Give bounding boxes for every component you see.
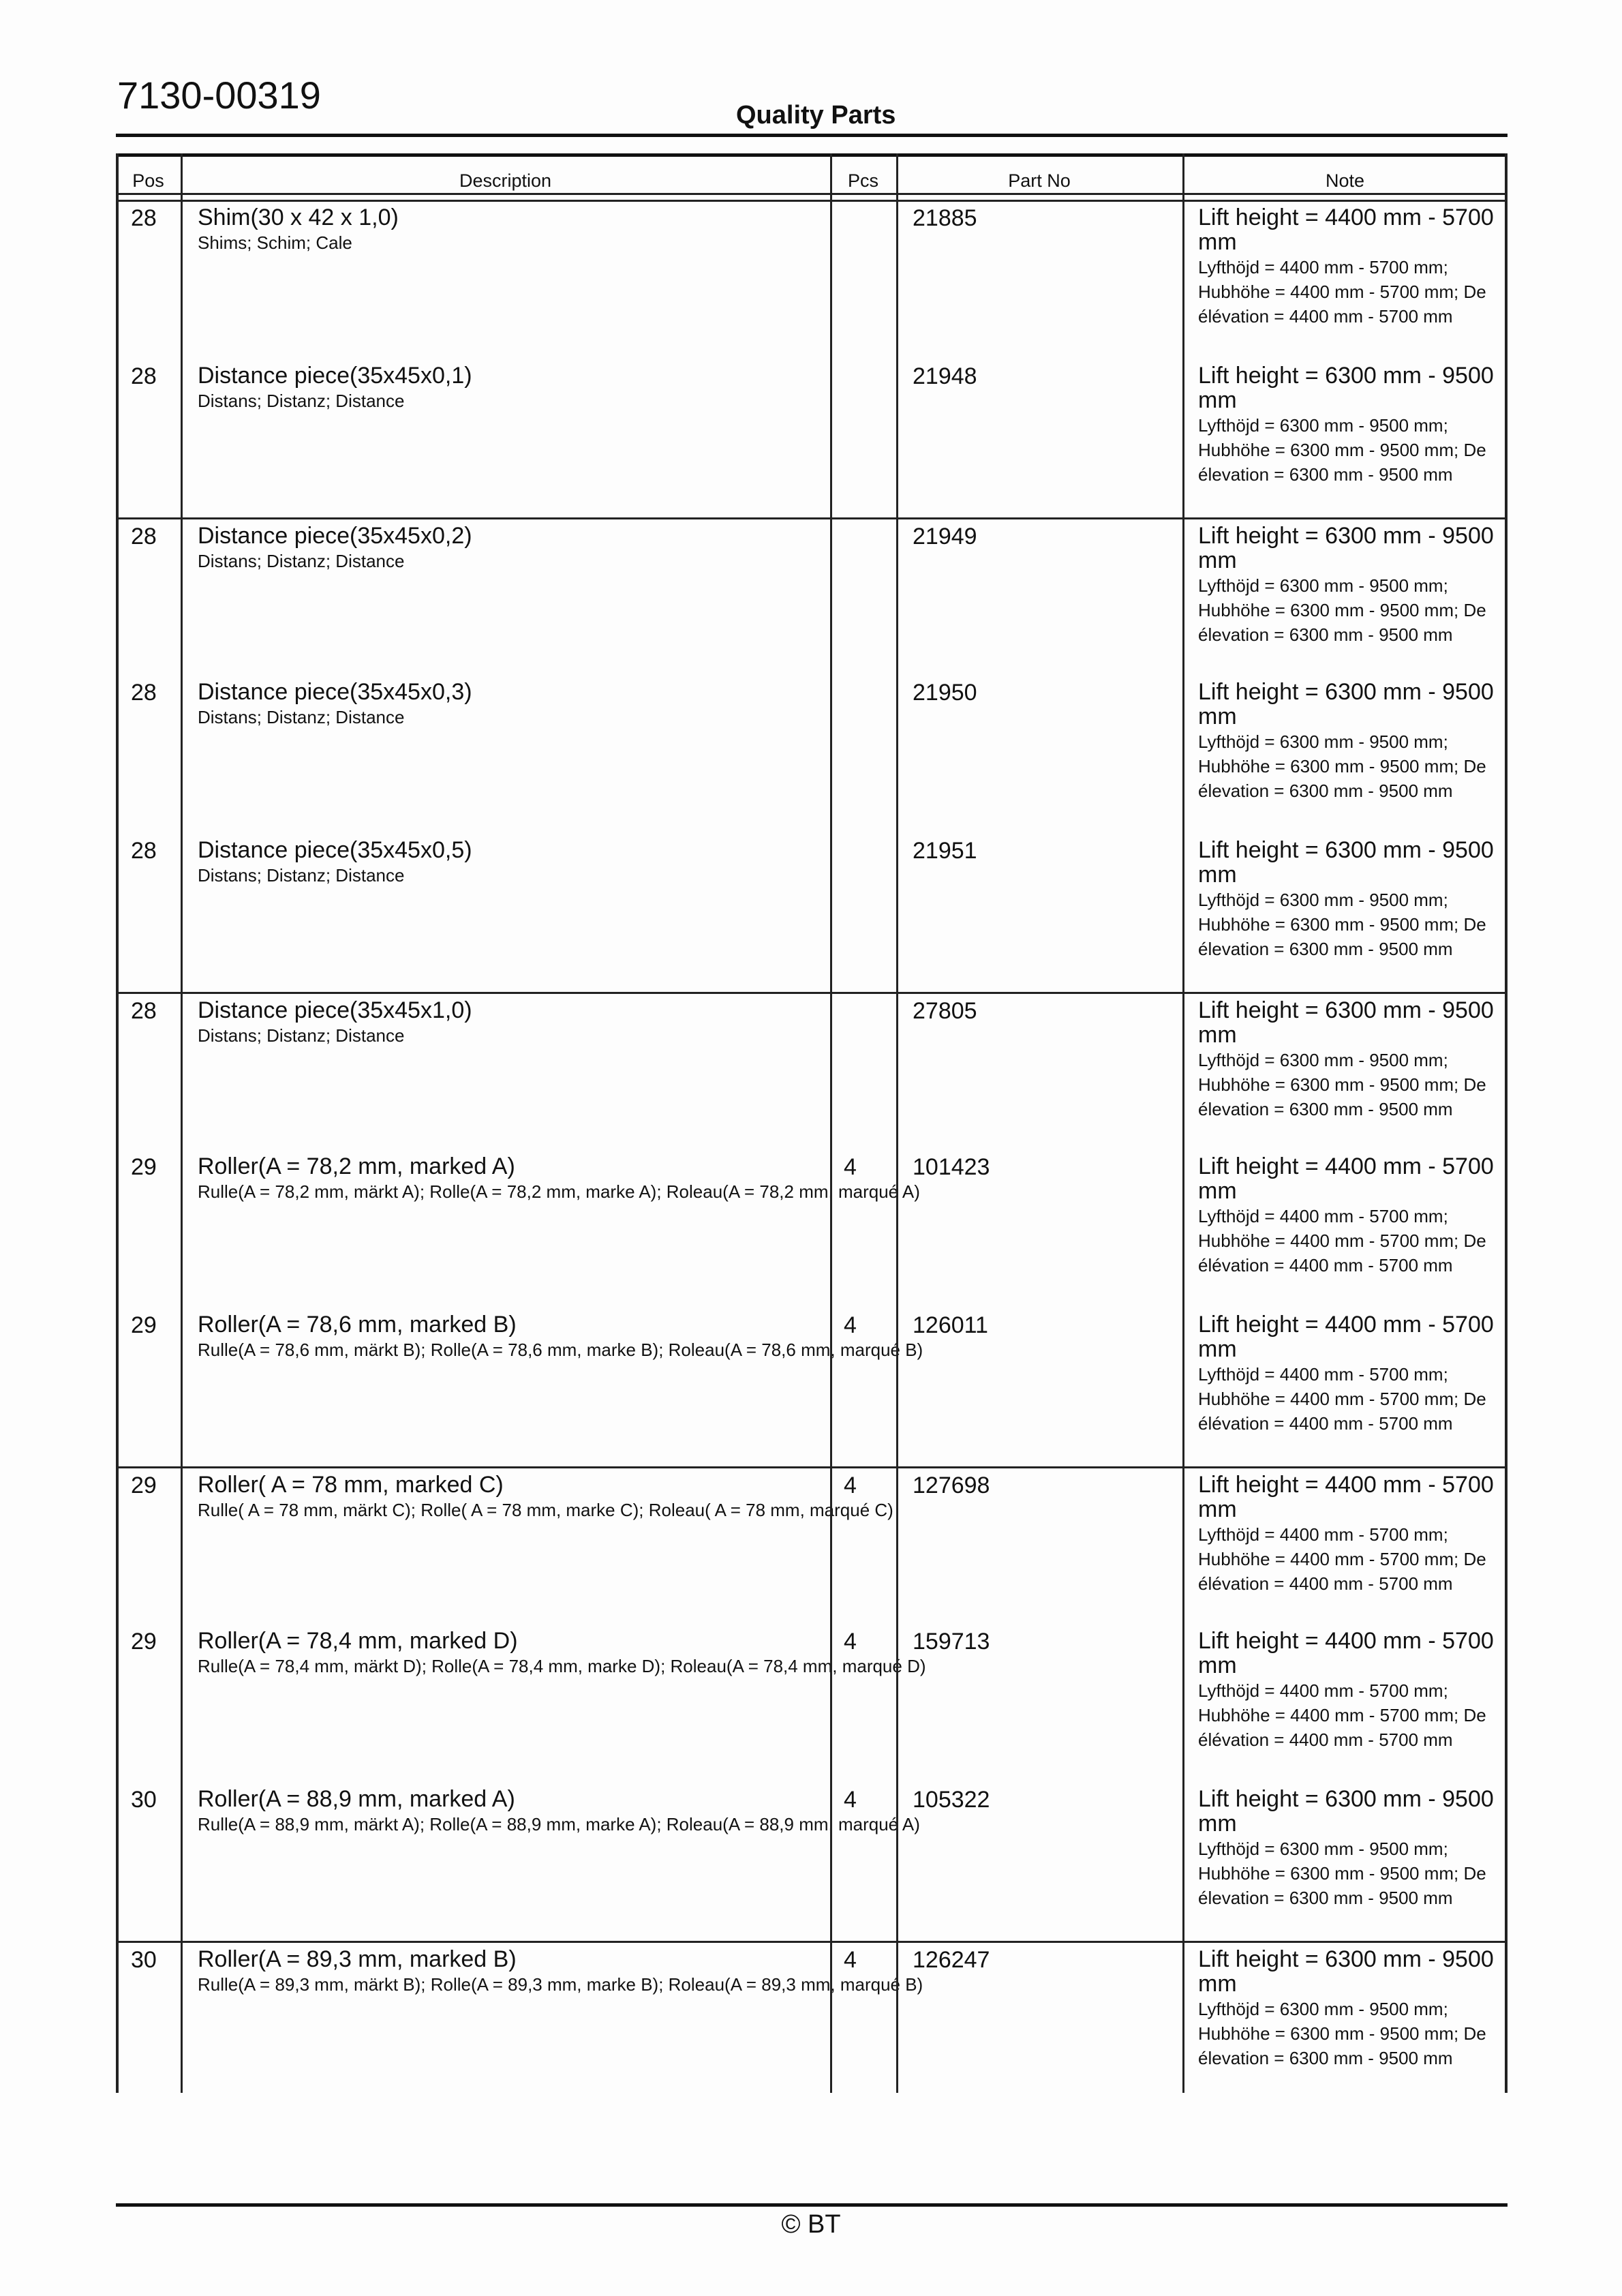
note-text: Lift height = 6300 mm - 9500 mm xyxy=(1198,1946,1494,1997)
note-cell xyxy=(1198,1312,1498,1436)
note-text: Lift height = 4400 mm - 5700 mm xyxy=(1198,205,1494,255)
part-number-cell: 101423 xyxy=(913,1154,990,1180)
column-divider xyxy=(1182,153,1184,2093)
note-translations: Lyfthöjd = 6300 mm - 9500 mm; Hubhöhe = 6300 mm - 9500 mm; De élevation = 6300 mm - 9500 mm xyxy=(1198,1999,1486,2068)
pos-cell: 29 xyxy=(131,1312,157,1338)
table-row xyxy=(116,834,1508,992)
table-row xyxy=(116,1308,1508,1466)
pos-cell: 28 xyxy=(131,205,157,231)
document-number: 7130-00319 xyxy=(117,74,321,117)
part-number-cell: 126011 xyxy=(913,1312,988,1338)
pos-cell: 29 xyxy=(131,1472,157,1498)
note-translations: Lyfthöjd = 6300 mm - 9500 mm; Hubhöhe = 6300 mm - 9500 mm; De élevation = 6300 mm - 9500 mm xyxy=(1198,731,1486,801)
page-title: Quality Parts xyxy=(736,101,896,130)
note-text: Lift height = 6300 mm - 9500 mm xyxy=(1198,523,1494,573)
description-cell xyxy=(198,1154,927,1204)
note-text: Lift height = 4400 mm - 5700 mm xyxy=(1198,1312,1494,1362)
table-row xyxy=(116,992,1508,1152)
note-text: Lift height = 4400 mm - 5700 mm xyxy=(1198,1472,1494,1522)
description-text: Distance piece(35x45x1,0) xyxy=(198,997,472,1023)
column-divider xyxy=(181,153,183,2093)
note-text: Lift height = 6300 mm - 9500 mm xyxy=(1198,997,1494,1048)
table-row xyxy=(116,1625,1508,1783)
pcs-cell: 4 xyxy=(844,1947,857,1973)
part-number-cell: 159713 xyxy=(913,1629,990,1655)
column-divider xyxy=(896,153,898,2093)
pcs-cell: 4 xyxy=(844,1312,857,1338)
description-cell xyxy=(198,1787,927,1837)
description-translations: Rulle(A = 88,9 mm, märkt A); Rolle(A = 88,9 mm, marke A); Roleau(A = 88,9 mm, marqué A) xyxy=(198,1814,920,1834)
description-text: Shim(30 x 42 x 1,0) xyxy=(198,205,399,230)
part-number-cell: 27805 xyxy=(913,998,977,1024)
table-row xyxy=(116,1783,1508,1941)
note-cell xyxy=(1198,524,1498,647)
part-number-cell: 126247 xyxy=(913,1947,990,1973)
pos-cell: 29 xyxy=(131,1629,157,1655)
part-number-cell: 21950 xyxy=(913,680,977,706)
note-cell xyxy=(1198,998,1498,1121)
note-cell xyxy=(1198,1154,1498,1278)
description-cell xyxy=(198,1629,927,1678)
column-header-description: Description xyxy=(459,170,552,191)
pcs-cell: 4 xyxy=(844,1472,857,1498)
note-cell xyxy=(1198,1947,1498,2070)
description-text: Distance piece(35x45x0,5) xyxy=(198,837,472,863)
pcs-cell: 4 xyxy=(844,1154,857,1180)
note-cell xyxy=(1198,1629,1498,1752)
table-row xyxy=(116,676,1508,834)
part-number-cell: 21951 xyxy=(913,838,977,864)
description-cell xyxy=(198,838,927,888)
description-text: Distance piece(35x45x0,2) xyxy=(198,523,472,549)
note-translations: Lyfthöjd = 4400 mm - 5700 mm; Hubhöhe = 4400 mm - 5700 mm; De élévation = 4400 mm - 5700 mm xyxy=(1198,1524,1486,1594)
table-left-border xyxy=(116,153,119,2093)
table-row xyxy=(116,517,1508,678)
copyright: © BT xyxy=(781,2210,841,2239)
pos-cell: 28 xyxy=(131,524,157,549)
note-translations: Lyfthöjd = 6300 mm - 9500 mm; Hubhöhe = 6300 mm - 9500 mm; De élevation = 6300 mm - 9500 mm xyxy=(1198,575,1486,645)
description-translations: Rulle(A = 89,3 mm, märkt B); Rolle(A = 89,3 mm, marke B); Roleau(A = 89,3 mm, marqué B) xyxy=(198,1974,923,1995)
footer-rule xyxy=(116,2203,1508,2207)
table-row xyxy=(116,359,1508,517)
note-text: Lift height = 4400 mm - 5700 mm xyxy=(1198,1628,1494,1678)
note-text: Lift height = 4400 mm - 5700 mm xyxy=(1198,1153,1494,1204)
table-right-border xyxy=(1505,153,1508,2093)
note-translations: Lyfthöjd = 6300 mm - 9500 mm; Hubhöhe = 6300 mm - 9500 mm; De élevation = 6300 mm - 9500 mm xyxy=(1198,1839,1486,1908)
pos-cell: 29 xyxy=(131,1154,157,1180)
pcs-cell: 4 xyxy=(844,1629,857,1655)
description-cell xyxy=(198,680,927,729)
note-translations: Lyfthöjd = 6300 mm - 9500 mm; Hubhöhe = 6300 mm - 9500 mm; De élevation = 6300 mm - 9500 mm xyxy=(1198,1050,1486,1119)
table-row xyxy=(116,201,1508,359)
header-rule xyxy=(116,134,1508,137)
description-cell xyxy=(198,205,927,255)
description-cell xyxy=(198,363,927,413)
column-header-part-no: Part No xyxy=(1008,170,1071,191)
description-cell xyxy=(198,1472,927,1522)
note-cell xyxy=(1198,1472,1498,1596)
description-cell xyxy=(198,524,927,573)
note-translations: Lyfthöjd = 4400 mm - 5700 mm; Hubhöhe = 4400 mm - 5700 mm; De élévation = 4400 mm - 5700 mm xyxy=(1198,1364,1486,1434)
description-cell xyxy=(198,1947,927,1997)
note-cell xyxy=(1198,205,1498,329)
table-row xyxy=(116,1466,1508,1627)
description-translations: Distans; Distanz; Distance xyxy=(198,865,405,886)
part-number-cell: 127698 xyxy=(913,1472,990,1498)
description-translations: Distans; Distanz; Distance xyxy=(198,551,405,571)
description-cell xyxy=(198,1312,927,1362)
description-text: Roller(A = 89,3 mm, marked B) xyxy=(198,1946,517,1972)
table-header xyxy=(116,153,1508,198)
description-translations: Distans; Distanz; Distance xyxy=(198,391,405,411)
description-text: Distance piece(35x45x0,3) xyxy=(198,679,472,705)
part-number-cell: 105322 xyxy=(913,1787,990,1813)
note-text: Lift height = 6300 mm - 9500 mm xyxy=(1198,1786,1494,1837)
table-row xyxy=(116,1941,1508,2101)
pos-cell: 30 xyxy=(131,1947,157,1973)
pos-cell: 28 xyxy=(131,680,157,706)
note-translations: Lyfthöjd = 4400 mm - 5700 mm; Hubhöhe = 4400 mm - 5700 mm; De élévation = 4400 mm - 5700 mm xyxy=(1198,1680,1486,1750)
pos-cell: 30 xyxy=(131,1787,157,1813)
part-number-cell: 21949 xyxy=(913,524,977,549)
note-cell xyxy=(1198,680,1498,803)
note-cell xyxy=(1198,1787,1498,1910)
description-translations: Rulle(A = 78,6 mm, märkt B); Rolle(A = 78,6 mm, marke B); Roleau(A = 78,6 mm, marqué B) xyxy=(198,1340,923,1360)
note-cell xyxy=(1198,838,1498,961)
description-translations: Shims; Schim; Cale xyxy=(198,232,352,253)
part-number-cell: 21948 xyxy=(913,363,977,389)
description-text: Roller(A = 78,2 mm, marked A) xyxy=(198,1153,515,1179)
note-translations: Lyfthöjd = 4400 mm - 5700 mm; Hubhöhe = 4400 mm - 5700 mm; De élévation = 4400 mm - 5700 mm xyxy=(1198,1206,1486,1275)
pcs-cell: 4 xyxy=(844,1787,857,1813)
description-text: Roller(A = 78,6 mm, marked B) xyxy=(198,1312,517,1338)
description-text: Roller(A = 88,9 mm, marked A) xyxy=(198,1786,515,1812)
note-translations: Lyfthöjd = 4400 mm - 5700 mm; Hubhöhe = 4400 mm - 5700 mm; De élévation = 4400 mm - 5700 mm xyxy=(1198,257,1486,327)
note-text: Lift height = 6300 mm - 9500 mm xyxy=(1198,363,1494,413)
note-text: Lift height = 6300 mm - 9500 mm xyxy=(1198,837,1494,888)
table-row xyxy=(116,1150,1508,1308)
column-header-note: Note xyxy=(1325,170,1365,191)
note-cell xyxy=(1198,363,1498,487)
description-text: Distance piece(35x45x0,1) xyxy=(198,363,472,389)
description-cell xyxy=(198,998,927,1048)
note-translations: Lyfthöjd = 6300 mm - 9500 mm; Hubhöhe = 6300 mm - 9500 mm; De élevation = 6300 mm - 9500 mm xyxy=(1198,890,1486,959)
description-text: Roller( A = 78 mm, marked C) xyxy=(198,1472,504,1498)
note-text: Lift height = 6300 mm - 9500 mm xyxy=(1198,679,1494,729)
column-header-pcs: Pcs xyxy=(847,170,878,191)
description-translations: Distans; Distanz; Distance xyxy=(198,1025,405,1046)
pos-cell: 28 xyxy=(131,363,157,389)
description-translations: Rulle(A = 78,2 mm, märkt A); Rolle(A = 78,2 mm, marke A); Roleau(A = 78,2 mm, marqué A) xyxy=(198,1181,920,1202)
column-divider xyxy=(830,153,832,2093)
note-translations: Lyfthöjd = 6300 mm - 9500 mm; Hubhöhe = 6300 mm - 9500 mm; De élevation = 6300 mm - 9500 mm xyxy=(1198,415,1486,485)
pos-cell: 28 xyxy=(131,838,157,864)
description-translations: Distans; Distanz; Distance xyxy=(198,707,405,727)
part-number-cell: 21885 xyxy=(913,205,977,231)
column-header-pos: Pos xyxy=(132,170,164,191)
description-text: Roller(A = 78,4 mm, marked D) xyxy=(198,1628,518,1654)
pos-cell: 28 xyxy=(131,998,157,1024)
description-translations: Rulle(A = 78,4 mm, märkt D); Rolle(A = 78,4 mm, marke D); Roleau(A = 78,4 mm, marqué D) xyxy=(198,1656,926,1676)
description-translations: Rulle( A = 78 mm, märkt C); Rolle( A = 78 mm, marke C); Roleau( A = 78 mm, marqué C) xyxy=(198,1500,893,1520)
